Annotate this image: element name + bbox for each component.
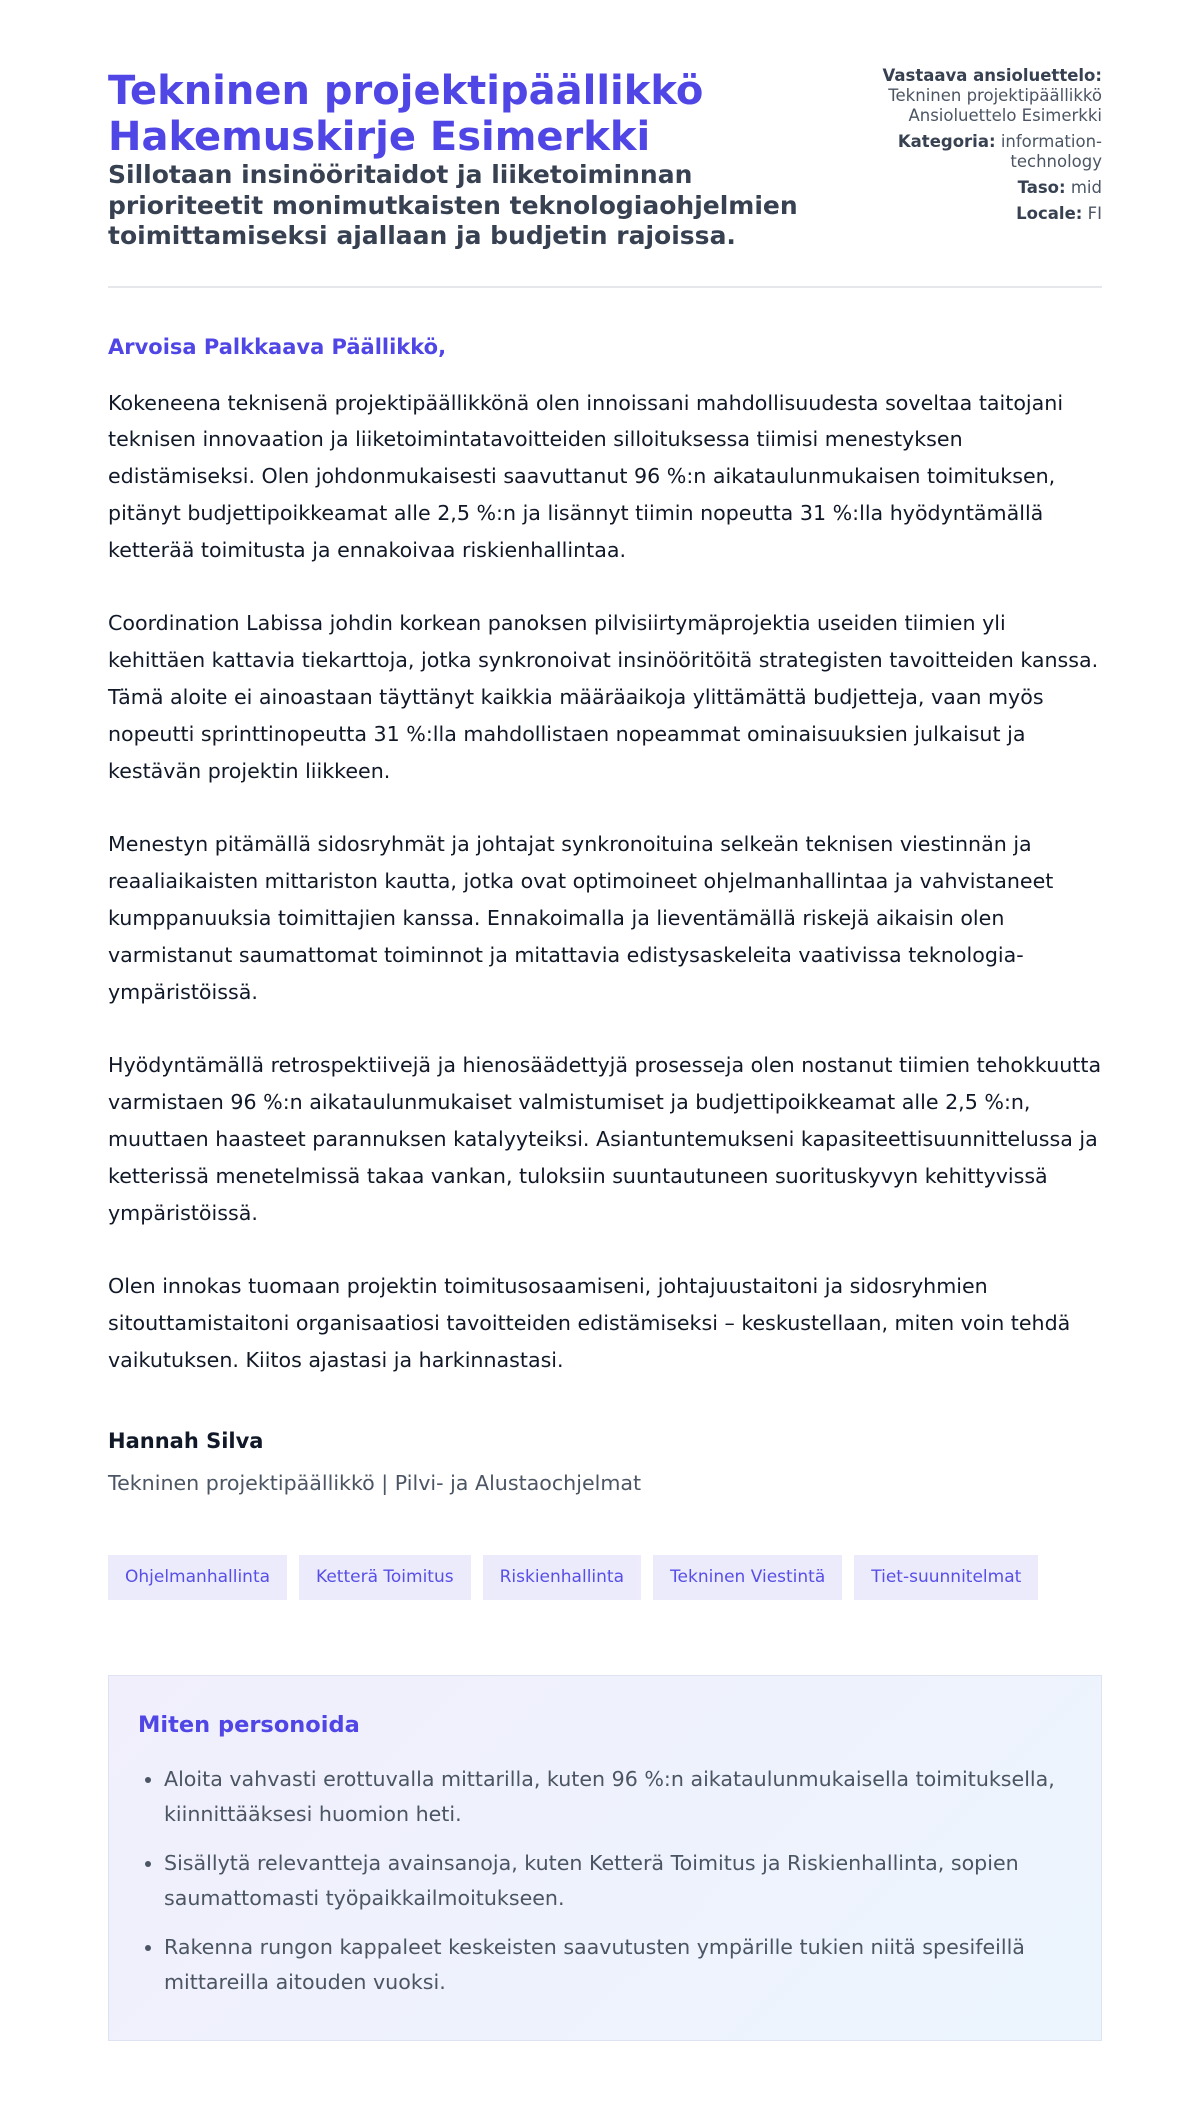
- salutation: Arvoisa Palkkaava Päällikkö,: [108, 334, 447, 359]
- meta-category: [862, 132, 1102, 172]
- cover-letter-page: [108, 68, 1102, 2041]
- meta-locale: [862, 204, 1102, 224]
- skill-tag: Tiet-suunnitelmat: [854, 1555, 1038, 1600]
- letter-body: [108, 385, 1102, 1379]
- tip-item: • Rakenna rungon kappaleet keskeisten saavutusten ympärille tukien niitä spesifeillä mittareilla aitouden vuoksi.: [164, 1930, 1072, 2001]
- paragraph: Coordination Labissa johdin korkean panoksen pilvisiirtymäprojektia useiden tiimien yli kehittäen kattavia tiekarttoja, jotka synkronoivat insinööritöitä strategisten tavoitteiden kanssa. Tämä aloite ei ainoastaan täyttänyt kaikkia määräaikoja ylittämättä budjetteja, vaan myös nopeutti sprinttinopeutta 31 %:lla mahdollistaen nopeammat ominaisuuksien julkaisut ja kestävän projektin liikkeen.: [108, 611, 1099, 783]
- title-block: [108, 68, 838, 252]
- meta-locale-label: Locale:: [1016, 204, 1083, 223]
- title-line-2: Hakemuskirje Esimerkki: [108, 114, 651, 160]
- paragraph: Kokeneena teknisenä projektipäällikkönä olen innoissani mahdollisuudesta soveltaa taitojani teknisen innovaation ja liiketoimintatavoitteiden silloituksessa tiimisi menestyksen edistämiseksi. Olen johdonmukaisesti saavuttanut 96 %:n aikataulunmukaisen toimituksen, pitänyt budjettipoikkeamat alle 2,5 %:n ja lisännyt tiimin nopeutta 31 %:lla hyödyntämällä ketterää toimitusta ja ennakoivaa riskienhallintaa.: [108, 390, 1064, 562]
- meta-category-label: Kategoria:: [897, 132, 996, 151]
- meta-resume-link[interactable]: Tekninen projektipäällikkö Ansioluettelo Esimerkki: [888, 86, 1102, 125]
- meta-level: [862, 178, 1102, 198]
- meta-locale-value: FI: [1087, 204, 1102, 223]
- signature-title: Tekninen projektipäällikkö | Pilvi- ja Alustaochjelmat: [108, 1470, 642, 1495]
- tip-item: • Sisällytä relevantteja avainsanoja, kuten Ketterä Toimitus ja Riskienhallinta, sopien saumattomasti työpaikkailmoitukseen.: [164, 1846, 1072, 1917]
- paragraph: Olen innokas tuomaan projektin toimitusosaamiseni, johtajuustaitoni ja sidosryhmien sitouttamistaitoni organisaatiosi tavoitteiden edistämiseksi – keskustellaan, miten voin tehdä vaikutuksen. Kiitos ajastasi ja harkinnastasi.: [108, 1274, 1071, 1373]
- header-divider: [108, 286, 1102, 288]
- personalization-tips: [108, 1675, 1102, 2041]
- meta-resume-label: Vastaava ansioluettelo:: [882, 66, 1102, 85]
- meta-resume: [862, 66, 1102, 126]
- tips-title: Miten personoida: [138, 1711, 360, 1738]
- header: [108, 68, 1102, 252]
- skill-tag: Ohjelmanhallinta: [108, 1555, 287, 1600]
- page-subtitle: Sillotaan insinööritaidot ja liiketoiminnan prioriteetit monimutkaisten teknologiaohjelmien toimittamiseksi ajallaan ja budjetin rajoissa.: [108, 160, 798, 250]
- meta-level-value: mid: [1070, 178, 1102, 197]
- meta-panel: [862, 66, 1102, 230]
- skill-tag: Riskienhallinta: [483, 1555, 641, 1600]
- tips-list: [138, 1762, 1072, 2001]
- skill-tag: Tekninen Viestintä: [653, 1555, 842, 1600]
- paragraph: Menestyn pitämällä sidosryhmät ja johtajat synkronoituina selkeän teknisen viestinnän ja reaaliaikaisten mittariston kautta, jotka ovat optimoineet ohjelmanhallintaa ja vahvistaneet kumppanuuksia toimittajien kanssa. Ennakoimalla ja lieventämällä riskejä aikaisin olen varmistanut saumattomat toiminnot ja mitattavia edistysaskeleita vaativissa teknologia-ympäristöissä.: [108, 832, 1054, 1004]
- meta-level-label: Taso:: [1017, 178, 1066, 197]
- meta-category-value: information-technology: [1000, 132, 1102, 171]
- paragraph: Hyödyntämällä retrospektiivejä ja hienosäädettyjä prosesseja olen nostanut tiimien tehokkuutta varmistaen 96 %:n aikataulunmukaiset valmistumiset ja budjettipoikkeamat alle 2,5 %:n, muuttaen haasteet parannuksen katalyyteiksi. Asiantuntemukseni kapasiteettisuunnittelussa ja ketterissä menetelmissä takaa vankan, tuloksiin suuntautuneen suorituskyvyn kehittyvissä ympäristöissä.: [108, 1053, 1102, 1225]
- signature-name: Hannah Silva: [108, 1428, 264, 1453]
- skill-tag: Ketterä Toimitus: [299, 1555, 471, 1600]
- page-title: [108, 68, 838, 160]
- skill-tags: [108, 1555, 1102, 1600]
- tip-item: • Aloita vahvasti erottuvalla mittarilla, kuten 96 %:n aikataulunmukaisella toimituksella, kiinnittääksesi huomion heti.: [164, 1762, 1072, 1833]
- title-line-1: Tekninen projektipäällikkö: [108, 68, 704, 114]
